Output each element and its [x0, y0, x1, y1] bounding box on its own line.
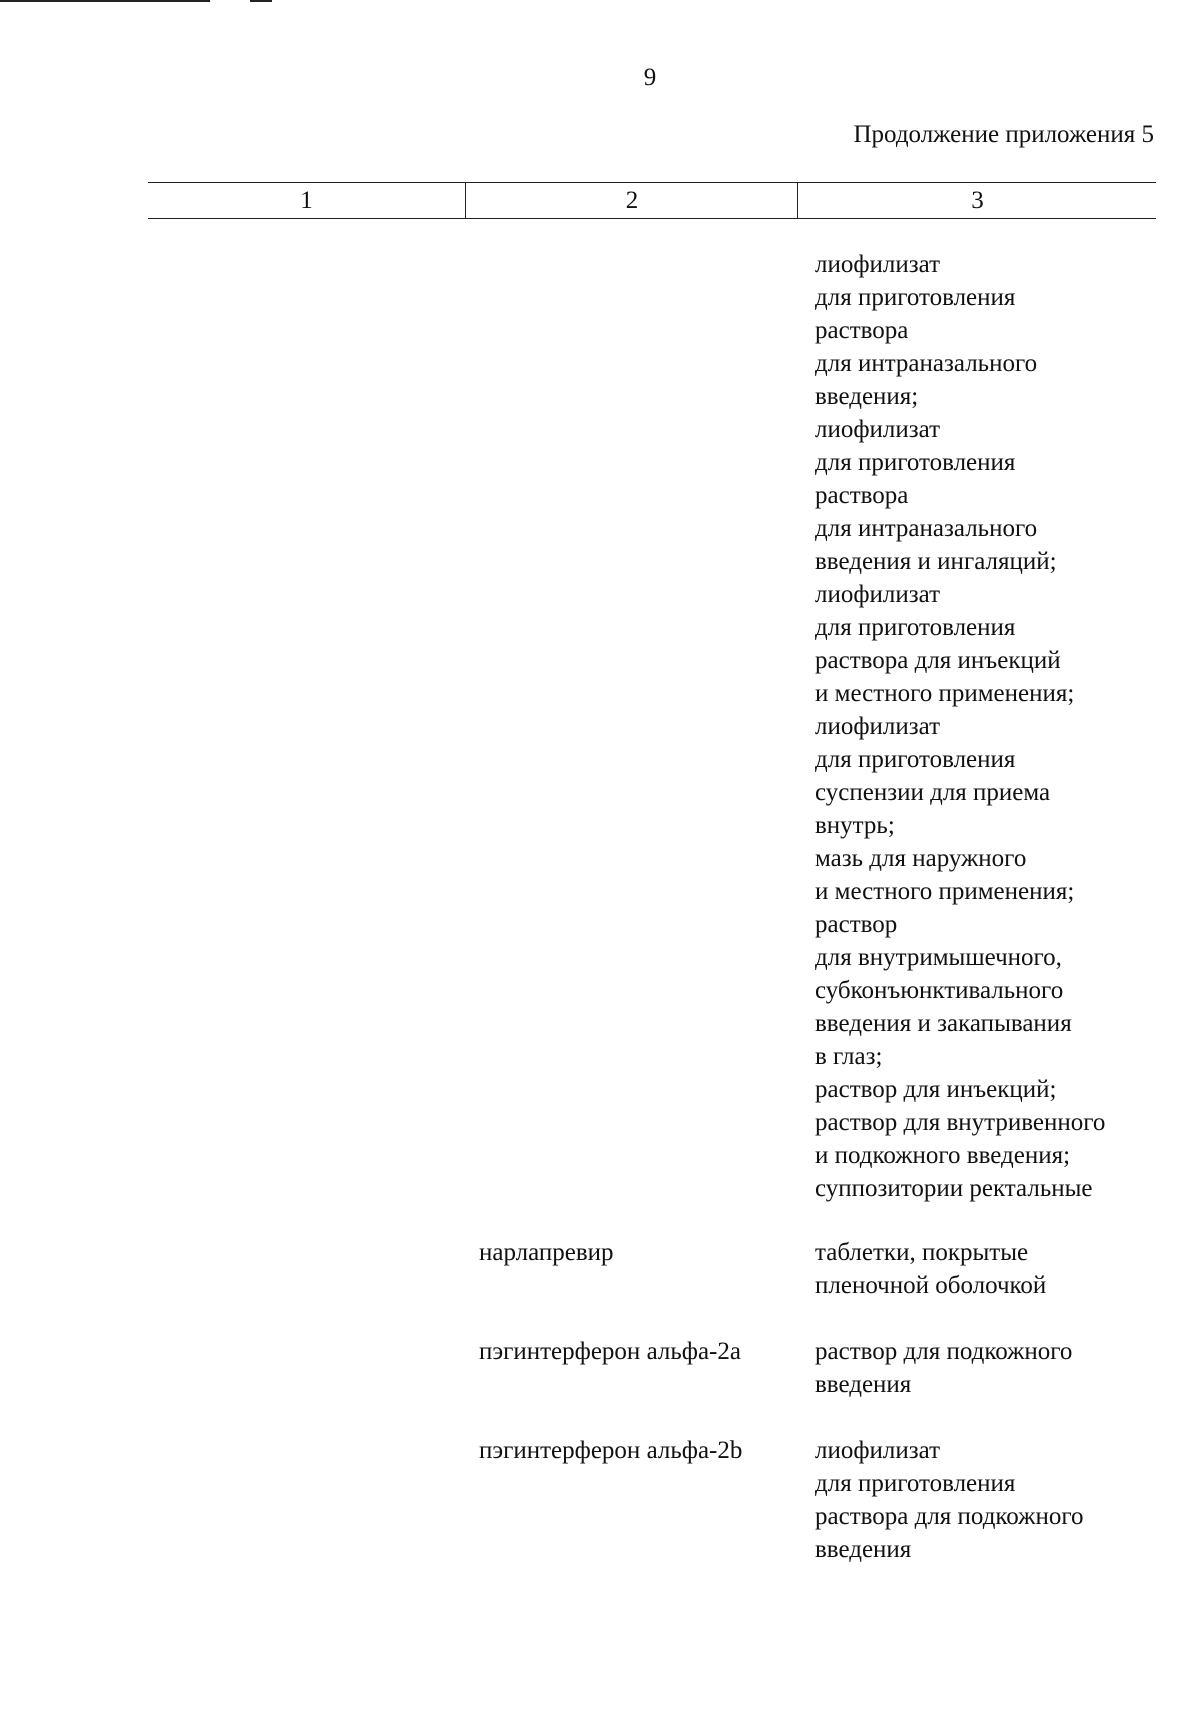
- table-row-3-col2: [479, 1434, 742, 1467]
- cell-line: пленочной оболочкой: [815, 1272, 1047, 1299]
- continuation-heading: Продолжение приложения 5: [853, 121, 1154, 148]
- cell-line: введения: [815, 1536, 912, 1563]
- cell-line: мазь для наружного: [815, 845, 1027, 872]
- scan-edge-mark: [0, 0, 210, 2]
- page-number: 9: [643, 64, 657, 91]
- cell-line: и местного применения;: [815, 680, 1075, 707]
- cell-line: введения: [815, 1371, 912, 1398]
- table-row-1-col2: [479, 1236, 614, 1269]
- cell-line: в глаз;: [815, 1043, 883, 1070]
- cell-line: раствор для внутривенного: [815, 1109, 1106, 1136]
- table-row-2-col3: [815, 1335, 1072, 1401]
- cell-line: для интраназального: [815, 350, 1038, 377]
- cell-line: для приготовления: [815, 284, 1016, 311]
- cell-line: лиофилизат: [815, 416, 941, 443]
- cell-line: введения и закапывания: [815, 1010, 1072, 1037]
- cell-line: раствор: [815, 911, 898, 938]
- cell-line: введения и ингаляций;: [815, 548, 1057, 575]
- table-row-2-col2: [479, 1335, 741, 1368]
- table-row-3-col3: [815, 1434, 1083, 1566]
- drug-name: пэгинтерферон альфа-2а: [479, 1338, 741, 1365]
- cell-line: и подкожного введения;: [815, 1142, 1071, 1169]
- cell-line: раствор для инъекций;: [815, 1076, 1057, 1103]
- cell-line: лиофилизат: [815, 1437, 941, 1464]
- cell-line: субконъюнктивального: [815, 977, 1064, 1004]
- cell-line: раствора для инъекций: [815, 647, 1061, 674]
- cell-line: раствора: [815, 317, 909, 344]
- cell-line: раствора для подкожного: [815, 1503, 1084, 1530]
- drug-name: пэгинтерферон альфа-2b: [479, 1437, 743, 1464]
- table-row-1-col3: [815, 1236, 1046, 1302]
- cell-line: таблетки, покрытые: [815, 1239, 1029, 1266]
- column-header-1: 1: [300, 187, 313, 214]
- scan-edge-mark: [250, 0, 272, 2]
- cell-line: введения;: [815, 383, 919, 410]
- cell-line: суспензии для приема: [815, 779, 1051, 806]
- cell-line: и местного применения;: [815, 878, 1075, 905]
- cell-line: для приготовления: [815, 1470, 1016, 1497]
- cell-line: суппозитории ректальные: [815, 1175, 1093, 1202]
- cell-line: раствор для подкожного: [815, 1338, 1073, 1365]
- column-header-2: 2: [465, 183, 798, 218]
- table-header: [148, 182, 1156, 219]
- table-row-0-col3: [815, 248, 1105, 1205]
- drug-name: нарлапревир: [479, 1239, 614, 1266]
- cell-line: для интраназального: [815, 515, 1038, 542]
- column-header-3: 3: [797, 183, 1157, 218]
- cell-line: лиофилизат: [815, 713, 941, 740]
- cell-line: для приготовления: [815, 746, 1016, 773]
- cell-line: лиофилизат: [815, 251, 941, 278]
- cell-line: для приготовления: [815, 449, 1016, 476]
- cell-line: внутрь;: [815, 812, 895, 839]
- cell-line: для приготовления: [815, 614, 1016, 641]
- cell-line: лиофилизат: [815, 581, 941, 608]
- cell-line: для внутримышечного,: [815, 944, 1062, 971]
- cell-line: раствора: [815, 482, 909, 509]
